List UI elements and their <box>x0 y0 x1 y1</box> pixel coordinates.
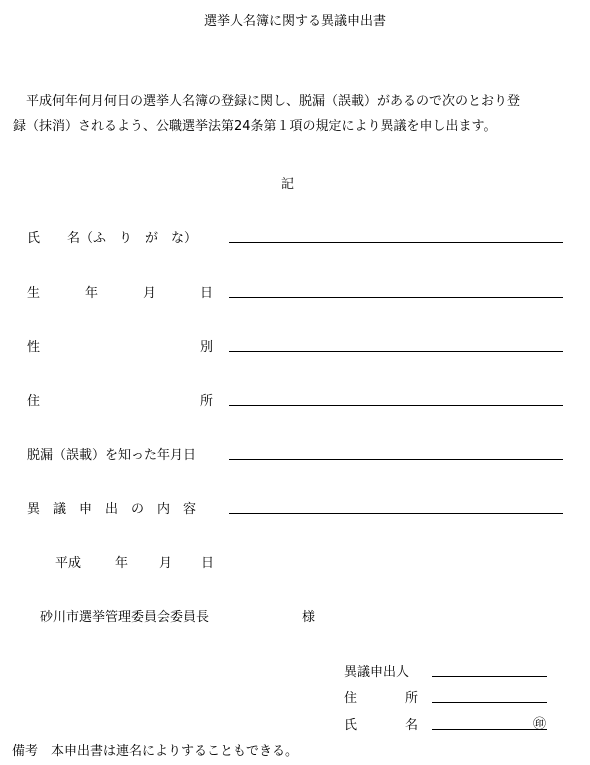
field-label-birth-4: 日 <box>200 286 214 301</box>
field-underline-birth[interactable] <box>229 297 563 298</box>
field-label-known-date: 脱漏（誤載）を知った年月日 <box>27 448 197 463</box>
body-text-line-2: 録（抹消）されるよう、公職選挙法第24条第１項の規定により異議を申し出ます。 <box>13 119 497 134</box>
field-label-birth-1: 生 <box>27 286 41 301</box>
date-day: 日 <box>201 556 215 571</box>
field-underline-name[interactable] <box>229 242 563 243</box>
field-underline-addr[interactable] <box>229 405 563 406</box>
field-label-name-b: 名（ふ り が な） <box>67 231 198 246</box>
date-era: 平成 <box>55 556 82 571</box>
addressee-org: 砂川市選挙管理委員会委員長 <box>40 610 210 625</box>
applicant-addr-2: 所 <box>405 691 419 706</box>
field-label-birth-2: 年 <box>85 286 99 301</box>
seal-icon: ㊞ <box>533 717 547 732</box>
applicant-addr-1: 住 <box>344 691 358 706</box>
field-label-birth-3: 月 <box>143 286 157 301</box>
addressee-honorific: 様 <box>302 610 316 625</box>
applicant-underline[interactable] <box>432 676 547 677</box>
date-month: 月 <box>159 556 173 571</box>
body-text-line-1: 平成何年何月何日の選挙人名簿の登録に関し、脱漏（誤載）があるので次のとおり登 <box>26 94 521 109</box>
field-label-addr-1: 住 <box>27 394 41 409</box>
footnote: 備考 本申出書は連名によりすることもできる。 <box>12 744 299 759</box>
date-year: 年 <box>115 556 129 571</box>
field-label-content: 異 議 申 出 の 内 容 <box>27 502 197 517</box>
page-title: 選挙人名簿に関する異議申出書 <box>203 14 386 29</box>
field-label-name-a: 氏 <box>27 231 41 246</box>
field-underline-sex[interactable] <box>229 351 563 352</box>
applicant-name-underline[interactable] <box>432 729 547 730</box>
applicant-addr-underline[interactable] <box>432 702 547 703</box>
field-label-sex-2: 別 <box>200 340 214 355</box>
ki-heading: 記 <box>281 177 295 192</box>
field-underline-content[interactable] <box>229 513 563 514</box>
field-label-sex-1: 性 <box>27 340 41 355</box>
applicant-name-2: 名 <box>405 718 419 733</box>
applicant-name-1: 氏 <box>344 718 358 733</box>
field-label-addr-2: 所 <box>200 394 214 409</box>
applicant-label: 異議申出人 <box>344 665 410 680</box>
field-underline-known-date[interactable] <box>229 459 563 460</box>
